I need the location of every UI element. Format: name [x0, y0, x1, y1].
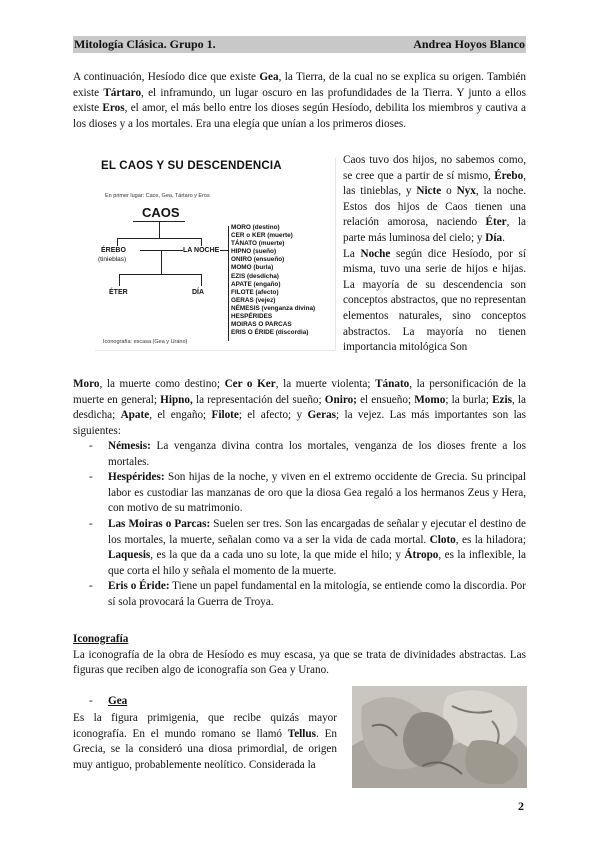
term-dia: Día: [485, 231, 503, 244]
term-hipno: Hipno,: [160, 393, 193, 406]
term-nicte: Nicte: [416, 185, 442, 198]
gea-heading-list: [89, 694, 289, 710]
term-ezis: Ezis: [492, 393, 512, 406]
term-eter: Éter: [485, 216, 507, 229]
term-erebo: Érebo: [494, 169, 524, 182]
figure-line: [201, 238, 202, 246]
gea-paragraph: Es la figura primigenia, que recibe quizás mayor iconografía. En el mundo romano se llamó Tellus. En Grecia, se la consideró una diosa primordial, de origen muy antiguo, probablemente neolítico. Considerada la: [73, 712, 337, 771]
figure-node-dia: DÍA: [192, 289, 205, 296]
term-geras: Geras: [307, 409, 337, 422]
pergamon-relief-photo: [352, 686, 527, 788]
figure-child: EZIS (desdicha): [231, 272, 279, 280]
section-title-gea: Gea: [108, 695, 128, 707]
intro-paragraph: A continuación, Hesíodo dice que existe Gea, la Tierra, de la cual no se explica su origen. También existe Tártaro, el inframundo, un lugar oscuro en las profundidades de la Tierra. Y junto a ellos existe Eros, el amor, el más bello entre los dioses según Hesíodo, debilita los miembros y cautiva a los dioses y a los mortales. Era una elegía que unían a los primeros dioses.: [73, 71, 526, 130]
term-gea: Gea: [259, 71, 279, 83]
figure-line: [220, 250, 228, 251]
descendants-paragraph: Moro, la muerte como destino; Cer o Ker, la muerte violenta; Tánato, la personificación de la muerte en general; Hipno, la representación del sueño; Oniro; el ensueño; Momo; la burla; Ezis, la desdicha; Apate, el engaño; Filote; el afecto; y Geras; la vejez. Las más importantes son las siguientes:: [73, 378, 527, 437]
figure-title: EL CAOS Y SU DESCENDENCIA: [101, 160, 282, 172]
figure-child: FILOTE (afecto): [231, 288, 279, 296]
figure-child: GERAS (vejez): [231, 296, 276, 304]
section-title-iconografia: Iconografía: [73, 633, 129, 645]
figure-child: ERIS O ÉRIDE (discordia): [231, 329, 309, 337]
figure-child: MOMO (burla): [231, 264, 274, 272]
figure-child: ONIRO (ensueño): [231, 256, 285, 264]
header-author: Andrea Hoyos Blanco: [413, 37, 525, 51]
list-item-gea: [89, 694, 289, 710]
figure-line: [159, 222, 160, 238]
figure-child: TÁNATO (muerte): [231, 240, 285, 248]
term-moro: Moro: [73, 378, 100, 390]
relief-image: [352, 686, 527, 788]
figure-child: NÉMESIS (venganza divina): [231, 304, 316, 312]
term-cer-ker: Cer o Ker: [224, 378, 276, 390]
figure-node-caos: CAOS: [142, 205, 180, 220]
list-item-eris: - Eris o Éride: Tiene un papel fundamental en la mitología, se entiende como la discordia. Por sí sola provocará la Guerra de Troya.: [89, 579, 526, 610]
iconografia-text: La iconografía de la obra de Hesíodo es muy escasa, ya que se trata de divinidades abstractas. Las figuras que reciben algo de iconografía son Gea y Urano.: [73, 648, 526, 677]
term-filote: Filote: [211, 409, 239, 422]
figure-node-erebo-sub: (tinieblas): [98, 256, 127, 263]
figure-node-noche: LA NOCHE: [183, 247, 220, 254]
iconografia-section: [73, 632, 526, 679]
figure-child: MOIRAS O PARCAS: [231, 321, 292, 329]
page-number: 2: [518, 799, 524, 813]
figure-bracket: [228, 226, 229, 341]
figure-child: MORO (destino): [231, 224, 280, 231]
figure-node-eter: ÉTER: [109, 289, 128, 296]
genealogy-figure: [95, 158, 336, 351]
list-item-hesperides: - Hespérides: Son hijas de la noche, y viven en el extremo occidente de Grecia. Su principal labor es custodiar las manzanas de oro que la diosa Gea regaló a los hermanos Zeus y Hera, con motivo de su matrimonio.: [89, 470, 526, 517]
term-noche: Noche: [360, 247, 391, 260]
term-tartaro: Tártaro: [103, 86, 142, 99]
term-oniro: Oniro;: [324, 393, 357, 406]
term-apate: Apate: [120, 409, 150, 422]
figure-child: APATE (engaño): [231, 280, 281, 288]
list-item-moiras: - Las Moiras o Parcas: Suelen ser tres. Son las encargadas de señalar y ejecutar el destino de los mortales, la muerte, señalan como va a ser la vida de cada mortal. Cloto, es la hiladora; Laquesis, es la que da a cada uno su lote, la que mide el hilo; y Átropo, es la inflexible, la que corta el hilo y señala el momento de la muerte.: [89, 517, 526, 579]
figure-child: HESPÉRIDES: [231, 313, 273, 321]
figure-caption: Iconografía: escasa (Gea y Urano): [103, 339, 188, 345]
term-tanato: Tánato: [375, 378, 410, 390]
figure-node-erebo: ÉREBO: [101, 247, 126, 254]
list-item-nemesis: - Némesis: La venganza divina contra los mortales, venganza de los dioses frente a los mortales.: [89, 439, 526, 470]
page-header: [73, 36, 526, 53]
header-course: Mitología Clásica. Grupo 1.: [74, 37, 216, 51]
figure-subtitle: En primer lugar: Caos, Gea, Tártaro y Eros: [105, 193, 210, 199]
figure-line: [161, 251, 162, 274]
term-eros: Eros: [102, 102, 125, 115]
important-descendants-list: [89, 439, 526, 611]
term-nyx: Nyx: [456, 185, 476, 198]
caos-children-paragraph: Caos tuvo dos hijos, no sabemos como, se cree que a partir de sí mismo, Érebo, las tinieblas, y Nicte o Nyx, la noche. Estos dos hijos de Caos tienen una relación amorosa, naciendo Éter, la parte más luminosa del cielo; y Día. La Noche según dice Hesíodo, por sí misma, tuvo una serie de hijos e hijas. La mayoría de su descendencia son conceptos abstractos, que no representan elementos naturales, sino conceptos abstractos. La mayoría no tienen importancia mitológica Son: [343, 154, 526, 354]
figure-line: [117, 238, 118, 246]
figure-children-list: [231, 224, 315, 337]
figure-line: [119, 274, 201, 275]
figure-line: [201, 274, 202, 286]
figure-child: HIPNO (sueño): [231, 248, 277, 256]
figure-line: [119, 274, 120, 286]
figure-line: [117, 238, 201, 239]
term-tellus: Tellus: [287, 727, 316, 740]
figure-child: CER o KER (muerte): [231, 232, 293, 240]
term-momo: Momo: [414, 393, 446, 406]
